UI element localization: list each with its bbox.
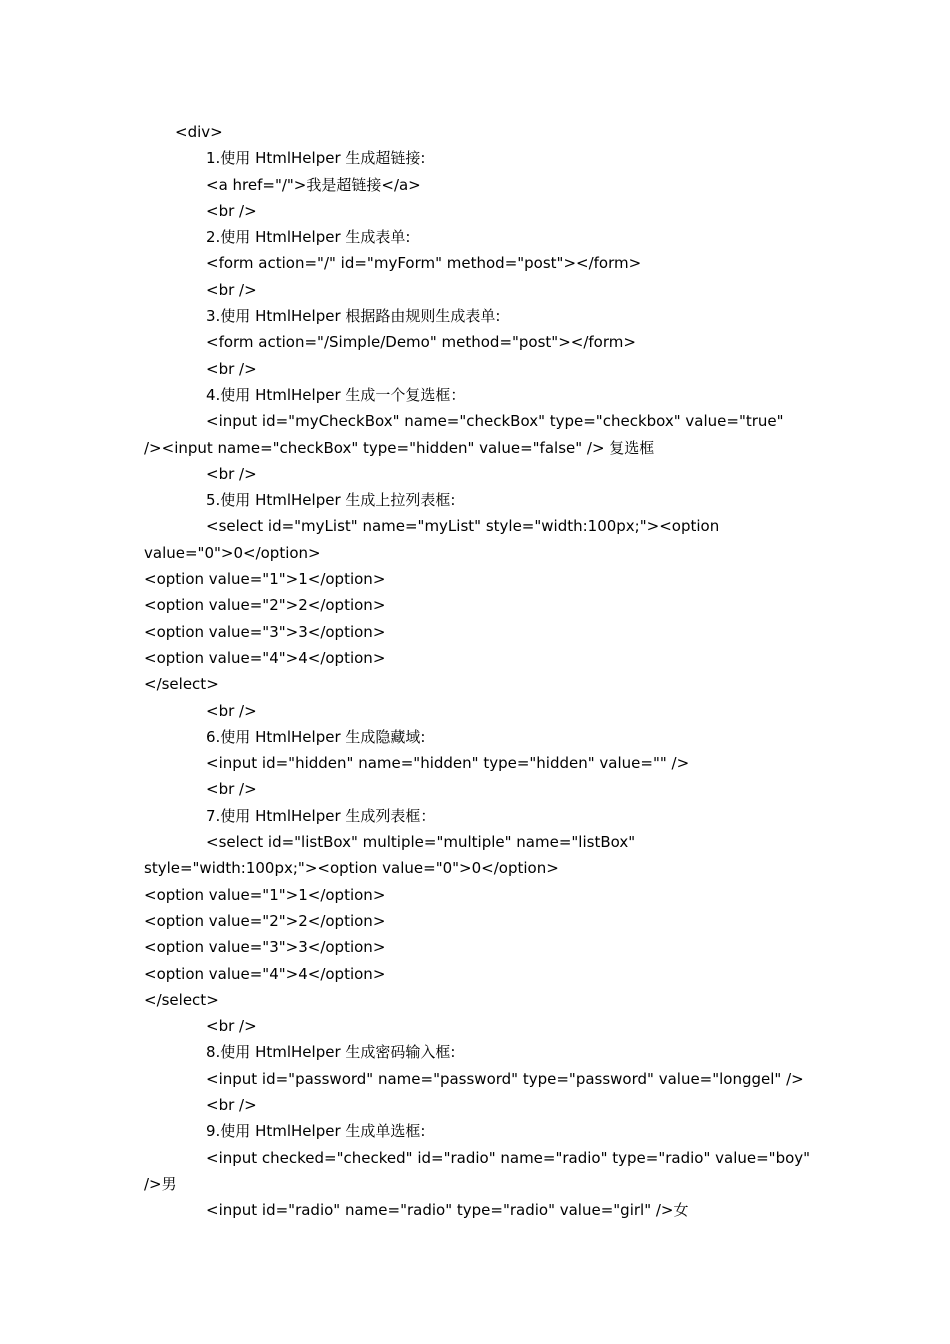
code-line: <option value="3">3</option> — [144, 938, 386, 957]
code-line: <option value="4">4</option> — [144, 648, 386, 667]
code-line: 2.使用 HtmlHelper 生成表单: — [206, 228, 411, 247]
code-line: 1.使用 HtmlHelper 生成超链接: — [206, 149, 426, 168]
code-line: <br /> — [206, 359, 257, 378]
code-line: 5.使用 HtmlHelper 生成上拉列表框: — [206, 491, 456, 510]
code-line: <input checked="checked" id="radio" name="radio" type="radio" value="boy" — [206, 1148, 811, 1167]
code-line: <br /> — [206, 780, 257, 799]
code-line: <div> — [175, 123, 223, 141]
code-line: </select> — [144, 990, 219, 1009]
code-line: <input id="myCheckBox" name="checkBox" type="checkbox" value="true" — [206, 412, 784, 431]
code-line: <br /> — [206, 701, 257, 720]
code-line: <option value="2">2</option> — [144, 596, 386, 615]
code-line: <input id="hidden" name="hidden" type="hidden" value="" /> — [206, 754, 690, 773]
code-line: <form action="/Simple/Demo" method="post"></form> — [206, 333, 636, 352]
code-line: <a href="/">我是超链接</a> — [206, 175, 421, 194]
code-line: 7.使用 HtmlHelper 生成列表框： — [206, 806, 436, 825]
code-line: <br /> — [206, 201, 257, 220]
code-line: <form action="/" id="myForm" method="post"></form> — [206, 254, 642, 273]
code-line: <select id="myList" name="myList" style="width:100px;"><option — [206, 517, 720, 536]
code-line: 8.使用 HtmlHelper 生成密码输入框: — [206, 1043, 456, 1062]
code-line: />男 — [144, 1174, 177, 1193]
code-line: <br /> — [206, 1017, 257, 1036]
code-line: <option value="1">1</option> — [144, 570, 386, 589]
code-line: <option value="4">4</option> — [144, 964, 386, 983]
code-line: <option value="2">2</option> — [144, 911, 386, 930]
document-body — [0, 119, 950, 1223]
code-line: <input id="radio" name="radio" type="radio" value="girl" />女 — [206, 1201, 689, 1220]
code-line: <input id="password" name="password" type="password" value="longgel" /> — [206, 1069, 804, 1088]
code-line: <br /> — [206, 280, 257, 299]
code-line: 6.使用 HtmlHelper 生成隐藏域: — [206, 727, 426, 746]
code-line: /><input name="checkBox" type="hidden" value="false" /> 复选框 — [144, 438, 655, 457]
code-line: value="0">0</option> — [144, 543, 321, 562]
code-line: 3.使用 HtmlHelper 根据路由规则生成表单: — [206, 307, 501, 326]
code-line: <option value="3">3</option> — [144, 622, 386, 641]
code-line: 4.使用 HtmlHelper 生成一个复选框： — [206, 385, 466, 404]
code-line: style="width:100px;"><option value="0">0</option> — [144, 859, 559, 878]
code-line: <select id="listBox" multiple="multiple" name="listBox" — [206, 833, 636, 852]
code-line: </select> — [144, 675, 219, 694]
code-line: <br /> — [206, 1095, 257, 1114]
code-line: <br /> — [206, 464, 257, 483]
code-line: <option value="1">1</option> — [144, 885, 386, 904]
code-line: 9.使用 HtmlHelper 生成单选框: — [206, 1122, 426, 1141]
